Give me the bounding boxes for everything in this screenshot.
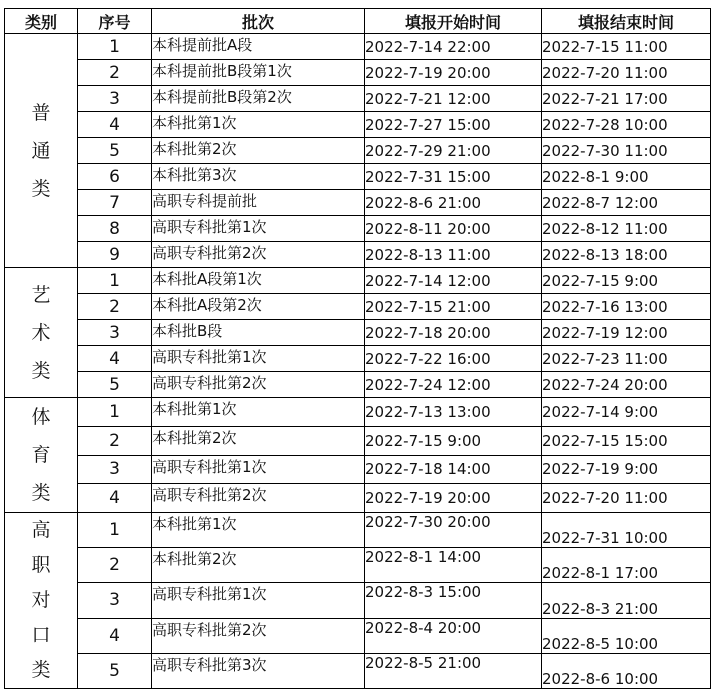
category-char: 艺 — [31, 283, 51, 306]
table-row — [5, 484, 711, 513]
start-time-cell: 2022-7-21 12:00 — [365, 86, 542, 112]
batch-cell: 高职专科批第2次 — [152, 242, 365, 268]
seq-cell: 5 — [78, 372, 152, 398]
end-time-cell: 2022-7-15 11:00 — [542, 34, 711, 60]
end-time-cell: 2022-8-5 10:00 — [542, 618, 711, 653]
category-char: 类 — [31, 482, 51, 504]
seq-cell: 2 — [78, 294, 152, 320]
seq-cell: 2 — [78, 548, 152, 583]
seq-cell: 3 — [78, 320, 152, 346]
start-time-cell: 2022-7-14 12:00 — [365, 268, 542, 294]
start-time-cell: 2022-7-13 13:00 — [365, 398, 542, 427]
category-char: 对 — [31, 589, 51, 611]
end-time-cell: 2022-7-20 11:00 — [542, 484, 711, 513]
end-time-cell: 2022-7-20 11:00 — [542, 60, 711, 86]
seq-cell: 3 — [78, 86, 152, 112]
table-row — [5, 138, 711, 164]
header-row — [5, 9, 711, 34]
category-char: 普 — [31, 101, 51, 124]
end-time-cell: 2022-8-6 10:00 — [542, 653, 711, 688]
batch-cell: 本科批A段第1次 — [152, 268, 365, 294]
start-time-cell: 2022-8-1 14:00 — [365, 548, 542, 583]
end-time-cell: 2022-7-15 15:00 — [542, 426, 711, 455]
batch-cell: 高职专科批第2次 — [152, 484, 365, 513]
table-row — [5, 513, 711, 548]
table-row — [5, 583, 711, 618]
start-time-cell: 2022-7-18 20:00 — [365, 320, 542, 346]
end-time-cell: 2022-7-31 10:00 — [542, 513, 711, 548]
seq-cell: 2 — [78, 426, 152, 455]
end-time-cell: 2022-7-19 9:00 — [542, 455, 711, 484]
category-char: 类 — [31, 359, 51, 382]
batch-cell: 高职专科批第1次 — [152, 455, 365, 484]
category-char: 类 — [31, 177, 51, 200]
batch-cell: 本科批第1次 — [152, 398, 365, 427]
start-time-cell: 2022-8-6 21:00 — [365, 190, 542, 216]
header-start-time: 填报开始时间 — [365, 9, 542, 34]
batch-cell: 高职专科批第1次 — [152, 216, 365, 242]
seq-cell: 4 — [78, 484, 152, 513]
seq-cell: 5 — [78, 138, 152, 164]
category-char: 术 — [31, 321, 51, 344]
category-char: 通 — [31, 139, 51, 162]
end-time-cell: 2022-7-24 20:00 — [542, 372, 711, 398]
start-time-cell: 2022-7-24 12:00 — [365, 372, 542, 398]
batch-cell: 本科批第2次 — [152, 426, 365, 455]
batch-cell: 本科批A段第2次 — [152, 294, 365, 320]
end-time-cell: 2022-7-28 10:00 — [542, 112, 711, 138]
header-seq: 序号 — [78, 9, 152, 34]
start-time-cell: 2022-7-19 20:00 — [365, 60, 542, 86]
table-row — [5, 653, 711, 688]
end-time-cell: 2022-8-3 21:00 — [542, 583, 711, 618]
batch-cell: 本科提前批B段第2次 — [152, 86, 365, 112]
batch-cell: 本科批第2次 — [152, 138, 365, 164]
table-row — [5, 164, 711, 190]
table-row — [5, 112, 711, 138]
table-row — [5, 548, 711, 583]
batch-cell: 高职专科批第2次 — [152, 372, 365, 398]
seq-cell: 1 — [78, 513, 152, 548]
category-char: 育 — [31, 444, 51, 466]
batch-cell: 高职专科批第1次 — [152, 346, 365, 372]
batch-cell: 本科批第3次 — [152, 164, 365, 190]
end-time-cell: 2022-7-21 17:00 — [542, 86, 711, 112]
category-char: 类 — [31, 659, 51, 681]
batch-cell: 本科批B段 — [152, 320, 365, 346]
seq-cell: 9 — [78, 242, 152, 268]
seq-cell: 1 — [78, 398, 152, 427]
seq-cell: 8 — [78, 216, 152, 242]
start-time-cell: 2022-7-22 16:00 — [365, 346, 542, 372]
end-time-cell: 2022-8-1 9:00 — [542, 164, 711, 190]
start-time-cell: 2022-8-11 20:00 — [365, 216, 542, 242]
table-row — [5, 372, 711, 398]
header-end-time: 填报结束时间 — [542, 9, 711, 34]
table-row — [5, 320, 711, 346]
seq-cell: 3 — [78, 583, 152, 618]
table-row — [5, 34, 711, 60]
start-time-cell: 2022-7-15 21:00 — [365, 294, 542, 320]
end-time-cell: 2022-8-7 12:00 — [542, 190, 711, 216]
batch-cell: 本科提前批A段 — [152, 34, 365, 60]
header-category: 类别 — [5, 9, 78, 34]
start-time-cell: 2022-7-31 15:00 — [365, 164, 542, 190]
end-time-cell: 2022-7-30 11:00 — [542, 138, 711, 164]
seq-cell: 1 — [78, 268, 152, 294]
end-time-cell: 2022-7-15 9:00 — [542, 268, 711, 294]
end-time-cell: 2022-8-12 11:00 — [542, 216, 711, 242]
start-time-cell: 2022-8-3 15:00 — [365, 583, 542, 618]
seq-cell: 3 — [78, 455, 152, 484]
start-time-cell: 2022-7-29 21:00 — [365, 138, 542, 164]
start-time-cell: 2022-8-4 20:00 — [365, 618, 542, 653]
category-cell-sport — [5, 398, 78, 513]
batch-cell: 本科批第1次 — [152, 513, 365, 548]
batch-cell: 高职专科批第2次 — [152, 618, 365, 653]
batch-cell: 高职专科提前批 — [152, 190, 365, 216]
batch-cell: 高职专科批第1次 — [152, 583, 365, 618]
end-time-cell: 2022-7-16 13:00 — [542, 294, 711, 320]
table-row — [5, 60, 711, 86]
end-time-cell: 2022-8-1 17:00 — [542, 548, 711, 583]
admission-schedule-table — [4, 8, 711, 689]
seq-cell: 4 — [78, 112, 152, 138]
category-char: 高 — [31, 519, 51, 541]
category-char: 体 — [31, 406, 51, 428]
start-time-cell: 2022-7-30 20:00 — [365, 513, 542, 548]
table-row — [5, 242, 711, 268]
batch-cell: 本科批第1次 — [152, 112, 365, 138]
table-row — [5, 426, 711, 455]
category-char: 口 — [31, 624, 51, 646]
start-time-cell: 2022-7-15 9:00 — [365, 426, 542, 455]
start-time-cell: 2022-7-14 22:00 — [365, 34, 542, 60]
batch-cell: 高职专科批第3次 — [152, 653, 365, 688]
category-char: 职 — [31, 554, 51, 576]
table-row — [5, 268, 711, 294]
start-time-cell: 2022-7-19 20:00 — [365, 484, 542, 513]
seq-cell: 2 — [78, 60, 152, 86]
end-time-cell: 2022-7-23 11:00 — [542, 346, 711, 372]
table-row — [5, 216, 711, 242]
table-row — [5, 398, 711, 427]
table-row — [5, 86, 711, 112]
table-row — [5, 618, 711, 653]
seq-cell: 1 — [78, 34, 152, 60]
end-time-cell: 2022-7-19 12:00 — [542, 320, 711, 346]
end-time-cell: 2022-8-13 18:00 — [542, 242, 711, 268]
start-time-cell: 2022-8-5 21:00 — [365, 653, 542, 688]
batch-cell: 本科批第2次 — [152, 548, 365, 583]
category-cell-art — [5, 268, 78, 398]
seq-cell: 7 — [78, 190, 152, 216]
end-time-cell: 2022-7-14 9:00 — [542, 398, 711, 427]
category-cell-vocational — [5, 513, 78, 689]
header-batch: 批次 — [152, 9, 365, 34]
table-row — [5, 190, 711, 216]
table-row — [5, 346, 711, 372]
seq-cell: 4 — [78, 618, 152, 653]
seq-cell: 6 — [78, 164, 152, 190]
start-time-cell: 2022-7-27 15:00 — [365, 112, 542, 138]
category-cell-normal — [5, 34, 78, 268]
start-time-cell: 2022-8-13 11:00 — [365, 242, 542, 268]
start-time-cell: 2022-7-18 14:00 — [365, 455, 542, 484]
table-row — [5, 294, 711, 320]
table-row — [5, 455, 711, 484]
seq-cell: 5 — [78, 653, 152, 688]
seq-cell: 4 — [78, 346, 152, 372]
batch-cell: 本科提前批B段第1次 — [152, 60, 365, 86]
